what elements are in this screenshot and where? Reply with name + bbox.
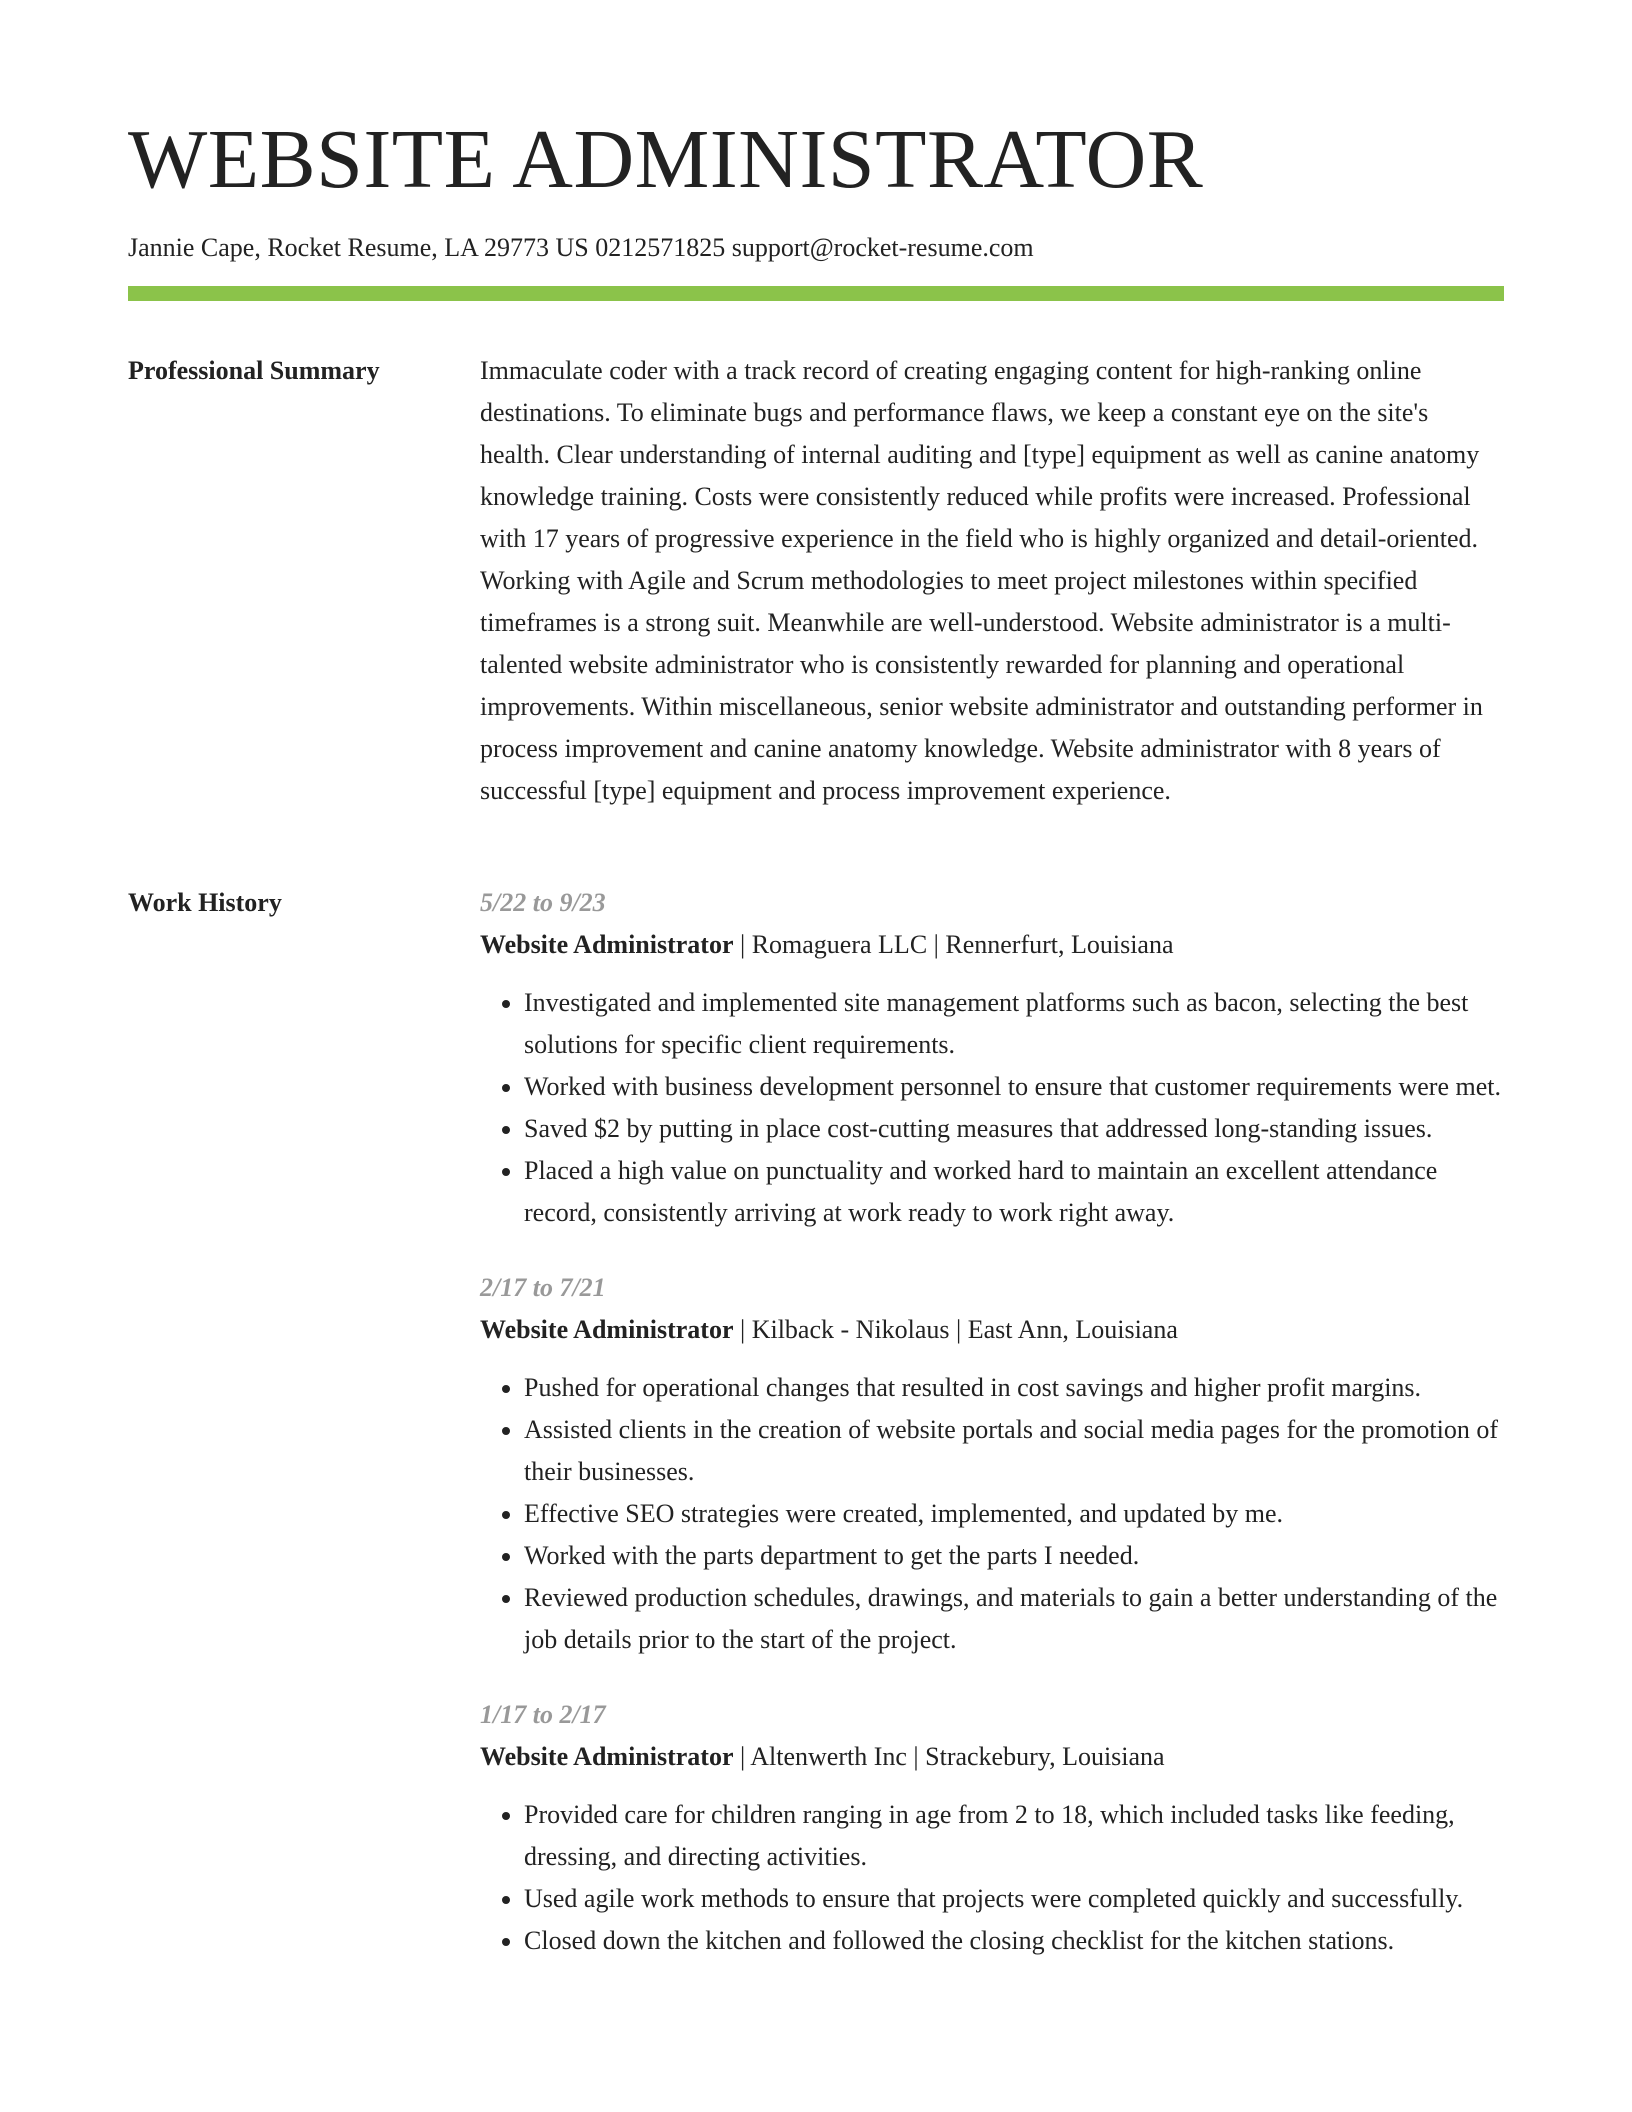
job-details: | Altenwerth Inc | Strackebury, Louisiana (733, 1742, 1165, 1771)
job-dates: 5/22 to 9/23 (480, 888, 606, 917)
job-bullets (480, 1794, 1504, 1962)
job-title-line (480, 924, 1504, 966)
job-bullets (480, 982, 1504, 1234)
contact-line: Jannie Cape, Rocket Resume, LA 29773 US 0212571825 support@rocket-resume.com (128, 233, 1034, 262)
job-bullet: • Closed down the kitchen and followed the closing checklist for the kitchen stations. (524, 1920, 1504, 1962)
job-details: | Romaguera LLC | Rennerfurt, Louisiana (733, 930, 1174, 959)
job-bullet: • Saved $2 by putting in place cost-cutting measures that addressed long-standing issues. (524, 1108, 1504, 1150)
job-role: Website Administrator (480, 1315, 734, 1344)
job-details: | Kilback - Nikolaus | East Ann, Louisiana (733, 1315, 1178, 1344)
job-bullet: • Provided care for children ranging in age from 2 to 18, which included tasks like feeding, dressing, and directing activities. (524, 1794, 1504, 1878)
job-title-line (480, 1736, 1504, 1778)
job-title-line (480, 1309, 1504, 1351)
job-bullet: • Assisted clients in the creation of website portals and social media pages for the promotion of their businesses. (524, 1409, 1504, 1493)
job-role: Website Administrator (480, 930, 734, 959)
job-bullet: • Placed a high value on punctuality and worked hard to maintain an excellent attendance record, consistently arriving at work ready to work right away. (524, 1150, 1504, 1234)
accent-divider (128, 286, 1504, 301)
resume-title: WEBSITE ADMINISTRATOR (128, 113, 1204, 206)
job-dates: 1/17 to 2/17 (480, 1700, 606, 1729)
job-bullet: • Used agile work methods to ensure that projects were completed quickly and successfully. (524, 1878, 1504, 1920)
job-bullets (480, 1367, 1504, 1661)
job-bullet: • Worked with business development personnel to ensure that customer requirements were met. (524, 1066, 1504, 1108)
work-history-label: Work History (128, 888, 282, 917)
job-entry (480, 1267, 1504, 1661)
job-bullet: • Worked with the parts department to get the parts I needed. (524, 1535, 1504, 1577)
summary-label: Professional Summary (128, 356, 380, 385)
job-bullet: • Reviewed production schedules, drawings, and materials to gain a better understanding of the job details prior to the start of the project. (524, 1577, 1504, 1661)
job-role: Website Administrator (480, 1742, 734, 1771)
work-history-body (480, 882, 1504, 1995)
job-dates: 2/17 to 7/21 (480, 1273, 606, 1302)
job-bullet: • Pushed for operational changes that resulted in cost savings and higher profit margins. (524, 1367, 1504, 1409)
job-bullet: • Investigated and implemented site management platforms such as bacon, selecting the best solutions for specific client requirements. (524, 982, 1504, 1066)
summary-text: Immaculate coder with a track record of creating engaging content for high-ranking online destinations. To eliminate bugs and performance flaws, we keep a constant eye on the site's health. Clear understanding of internal auditing and [type] equipment as well as canine anatomy knowledge training. Costs were consistently reduced while profits were increased. Professional with 17 years of progressive experience in the field who is highly organized and detail-oriented. Working with Agile and Scrum methodologies to meet project milestones within specified timeframes is a strong suit. Meanwhile are well-understood. Website administrator is a multi-talented website administrator who is consistently rewarded for planning and operational improvements. Within miscellaneous, senior website administrator and outstanding performer in process improvement and canine anatomy knowledge. Website administrator with 8 years of successful [type] equipment and process improvement experience. (480, 356, 1483, 805)
job-entry (480, 882, 1504, 1234)
summary-body (480, 350, 1504, 812)
job-bullet: • Effective SEO strategies were created, implemented, and updated by me. (524, 1493, 1504, 1535)
job-entry (480, 1694, 1504, 1962)
